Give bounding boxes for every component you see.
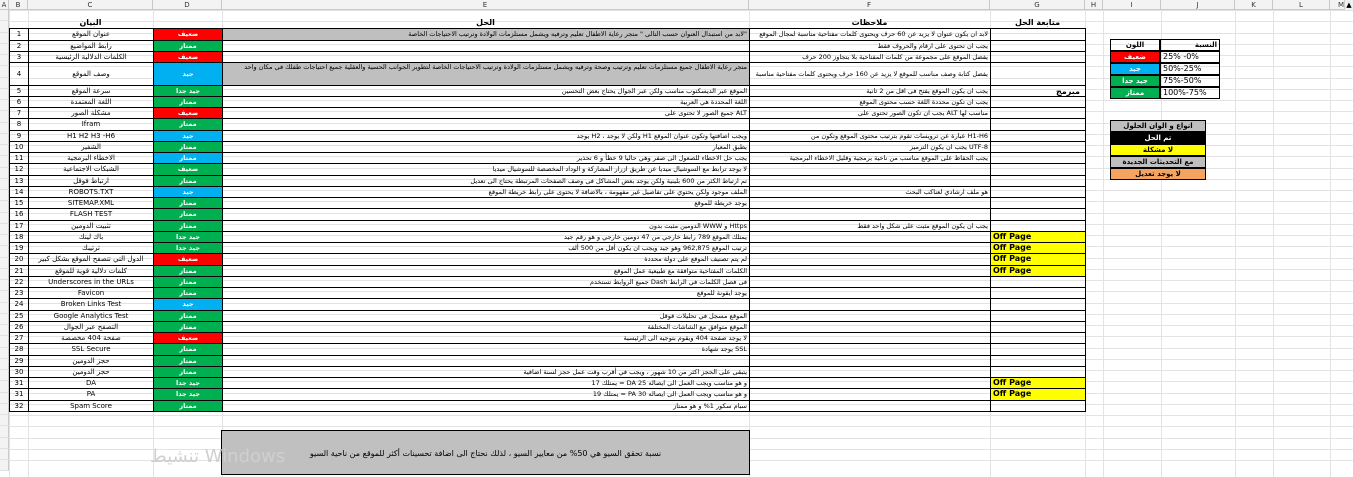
rating-cell[interactable]: ضعيف xyxy=(153,253,223,265)
column-header-c[interactable]: C xyxy=(28,0,153,10)
notes-cell[interactable] xyxy=(749,400,991,412)
statement-cell[interactable]: الشفير xyxy=(28,141,154,153)
row-index-cell[interactable]: 22 xyxy=(9,276,29,288)
followup-cell[interactable]: Off Page xyxy=(990,253,1086,265)
solution-cell[interactable]: اللغة المحددة هي العربية xyxy=(222,96,750,108)
statement-cell[interactable]: Favicon xyxy=(28,287,154,299)
row-index-cell[interactable]: 18 xyxy=(9,231,29,243)
column-header-j[interactable]: J xyxy=(1161,0,1235,10)
solution-cell[interactable]: جميع الصور لا تحتوى على ALT xyxy=(222,107,750,119)
row-index-cell[interactable]: 19 xyxy=(9,242,29,254)
row-number[interactable] xyxy=(0,381,9,392)
row-index-cell[interactable]: 1 xyxy=(9,28,29,40)
solution-cell[interactable]: الملف موجود ولكن يحتوي على تفاصيل غير مفهومة ، بالاضافة لا يحتوى على رابط خريطة الموقع xyxy=(222,186,750,198)
rating-cell[interactable]: جيد جدا xyxy=(153,242,223,254)
row-index-cell[interactable]: 31 xyxy=(9,377,29,389)
statement-cell[interactable]: ارتباط فوقل xyxy=(28,175,154,187)
row-number[interactable] xyxy=(0,179,9,190)
row-index-cell[interactable]: 5 xyxy=(9,85,29,97)
statement-cell[interactable]: اللغة المعتمدة xyxy=(28,96,154,108)
row-number[interactable] xyxy=(0,123,9,134)
row-number[interactable] xyxy=(0,460,9,471)
column-header-d[interactable]: D xyxy=(153,0,222,10)
row-number[interactable] xyxy=(0,156,9,167)
row-number[interactable] xyxy=(0,21,9,32)
statement-cell[interactable]: مشكلة الصور xyxy=(28,107,154,119)
column-header-f[interactable]: F xyxy=(749,0,990,10)
notes-cell[interactable]: يجب ان يكون الموقع مثبت على شكل واحد فقط xyxy=(749,220,991,232)
rating-cell[interactable]: جيد جدا xyxy=(153,388,223,400)
rating-cell[interactable]: جيد جدا xyxy=(153,377,223,389)
row-number[interactable] xyxy=(0,246,9,257)
statement-cell[interactable]: عنوان الموقع xyxy=(28,28,154,40)
seo-summary-note[interactable]: نسبة تحقق السيو هي 50% من معايير السيو ، لذلك نحتاج الى اضافة تحسينات أكثر للموقع من ناحية السيو xyxy=(221,430,750,475)
column-header-m[interactable]: M xyxy=(1330,0,1353,10)
statement-cell[interactable]: الشبكات الاجتماعية xyxy=(28,163,154,175)
solution-cell[interactable]: يمتلك 17 = DA و هو مناسب ويجب العمل الى ايصاله 25 xyxy=(222,377,750,389)
row-number[interactable] xyxy=(0,303,9,314)
row-number[interactable] xyxy=(0,190,9,201)
solution-cell[interactable]: الدومين مثبت بدون WWW و Https xyxy=(222,220,750,232)
notes-cell[interactable]: يجب ان يكون الترميز UTF-8 xyxy=(749,141,991,153)
rating-cell[interactable]: ممتاز xyxy=(153,355,223,367)
row-index-cell[interactable]: 9 xyxy=(9,130,29,142)
rating-cell[interactable]: ممتاز xyxy=(153,265,223,277)
grid-line xyxy=(1103,10,1104,477)
notes-cell[interactable]: يجب ان يكون الموقع يفتح فى اقل من 2 ثانية xyxy=(749,85,991,97)
legend-color-swatch: ضعيف xyxy=(1110,51,1160,63)
solution-cell[interactable]: الموقع مسجل في تحليلات قوقل xyxy=(222,310,750,322)
row-number[interactable] xyxy=(0,438,9,449)
row-number[interactable] xyxy=(0,55,9,66)
rating-cell[interactable]: جيد جدا xyxy=(153,85,223,97)
rating-cell[interactable]: ضعيف xyxy=(153,51,223,63)
followup-cell[interactable]: Off Page xyxy=(990,231,1086,243)
statement-cell[interactable]: FLASH TEST xyxy=(28,208,154,220)
row-index-cell[interactable]: 2 xyxy=(9,40,29,52)
row-index-cell[interactable]: 7 xyxy=(9,107,29,119)
row-number[interactable] xyxy=(0,348,9,359)
rating-cell[interactable]: ضعيف xyxy=(153,163,223,175)
solution-cell[interactable]: لا يوجد صفحة 404 ويقوم بتوجيه الى الرئيسية xyxy=(222,332,750,344)
row-index-cell[interactable]: 31 xyxy=(9,388,29,400)
legend-color-swatch: جيد جدا xyxy=(1110,75,1160,87)
row-index-cell[interactable]: 17 xyxy=(9,220,29,232)
row-index-cell[interactable]: 29 xyxy=(9,355,29,367)
statement-cell[interactable]: كلمات دلالية قوية للموقع xyxy=(28,265,154,277)
notes-cell[interactable]: يفضل الموقع على مجموعة من كلمات المفتاحية بلا يتجاوز 200 حرف xyxy=(749,51,991,63)
row-index-cell[interactable]: 30 xyxy=(9,366,29,378)
row-number[interactable] xyxy=(0,235,9,246)
statement-cell[interactable]: حجز الدومين xyxy=(28,366,154,378)
header-notes: ملاحظات xyxy=(851,18,888,27)
legend-range: 25% -0% xyxy=(1160,51,1220,63)
grid-line xyxy=(9,10,1353,11)
solution-cell[interactable]: لابد من استبدال العنوان حسب التالى " متجر رعاية الاطفال تعليم وترفيه ويشمل مستلزمات الولادة وترتيب الاحتياجات الخاصة" xyxy=(222,28,750,40)
statement-cell[interactable]: DA xyxy=(28,377,154,389)
statement-cell[interactable]: الاخطاء البرمجية xyxy=(28,152,154,164)
row-number[interactable] xyxy=(0,269,9,280)
row-index-cell[interactable]: 26 xyxy=(9,321,29,333)
statement-cell[interactable]: Ifram xyxy=(28,118,154,130)
windows-activation-watermark: تنشيط Windows xyxy=(150,446,286,467)
row-number[interactable] xyxy=(0,325,9,336)
grid-line xyxy=(1330,10,1331,477)
rating-cell[interactable]: ممتاز xyxy=(153,220,223,232)
row-number[interactable] xyxy=(0,291,9,302)
row-index-cell[interactable]: 6 xyxy=(9,96,29,108)
solution-cell[interactable]: يمتلك 19 = PA و هو مناسب ويجب العمل الى ايصاله 30 xyxy=(222,388,750,400)
rating-cell[interactable]: ضعيف xyxy=(153,332,223,344)
column-header-h[interactable]: H xyxy=(1085,0,1103,10)
followup-cell[interactable]: Off Page xyxy=(990,388,1086,400)
row-number[interactable] xyxy=(0,449,9,460)
statement-cell[interactable]: PA xyxy=(28,388,154,400)
rating-cell[interactable]: ممتاز xyxy=(153,287,223,299)
row-number[interactable] xyxy=(0,426,9,437)
solution-type-swatch: لا مشكلة xyxy=(1110,144,1206,156)
rating-cell[interactable]: ممتاز xyxy=(153,343,223,355)
row-number[interactable] xyxy=(0,33,9,44)
solution-cell[interactable]: يطبق المعيار xyxy=(222,141,750,153)
followup-cell[interactable]: Off Page xyxy=(990,265,1086,277)
row-index-cell[interactable]: 28 xyxy=(9,343,29,355)
rating-cell[interactable]: ممتاز xyxy=(153,400,223,412)
statement-cell[interactable]: Spam Score xyxy=(28,400,154,412)
solution-cell[interactable]: متجر رعاية الاطفال جميع مستلزمات تعليم وترتيب وصحة وترفيه ويشمل مستلزمات الولادة وترتيب الاحتياجات الخاصة لتطوير الجوانب الحسية والعقلية جميع احتياجات طفلك فى مكان واحد xyxy=(222,62,750,86)
solution-cell[interactable]: لا يوجد ترابط مع السوشيال ميديا عن طريق ازرار المشاركة و الوداد المخصصة للسوشيال ميديا xyxy=(222,163,750,175)
row-index-cell[interactable]: 16 xyxy=(9,208,29,220)
rating-cell[interactable]: ممتاز xyxy=(153,197,223,209)
header-solution: الحل xyxy=(476,18,495,27)
scroll-up-arrow-icon[interactable]: ▲ xyxy=(1344,0,1353,10)
rating-cell[interactable]: ممتاز xyxy=(153,96,223,108)
row-number[interactable] xyxy=(0,145,9,156)
row-index-cell[interactable]: 23 xyxy=(9,287,29,299)
solution-cell[interactable]: يوجد H2 ، ولكن لا يوجد H1 ويجب اضافتها وتكون عنوان الموقع xyxy=(222,130,750,142)
statement-cell[interactable]: SSL Secure xyxy=(28,343,154,355)
rating-cell[interactable]: ضعيف xyxy=(153,107,223,119)
rating-cell[interactable]: ممتاز xyxy=(153,310,223,322)
row-number[interactable] xyxy=(0,258,9,269)
solution-cell[interactable]: يوجد خريطة للموقع xyxy=(222,197,750,209)
row-index-cell[interactable]: 3 xyxy=(9,51,29,63)
solution-cell[interactable]: يوجد شهادة SSL xyxy=(222,343,750,355)
rating-cell[interactable]: ممتاز xyxy=(153,366,223,378)
legend-title-color: اللون xyxy=(1110,39,1160,51)
notes-cell[interactable]: يجب ان تكون محددة اللغة حسب محتوى الموقع xyxy=(749,96,991,108)
column-header-l[interactable]: L xyxy=(1273,0,1330,10)
solution-cell[interactable]: يوجد ايقونة للموقع xyxy=(222,287,750,299)
row-number[interactable] xyxy=(0,370,9,381)
legend-title-ratio: النسبة xyxy=(1160,39,1220,51)
statement-cell[interactable]: H1 H2 H3 -H6 xyxy=(28,130,154,142)
solutions-title: انواع و الوان الحلول xyxy=(1110,120,1206,132)
statement-cell[interactable]: Broken Links Test xyxy=(28,298,154,310)
rating-cell[interactable]: جيد xyxy=(153,130,223,142)
solution-cell[interactable]: ترتيب الموقع 962,875 وهو جيد ويجب ان يكون أقل من 500 ألف xyxy=(222,242,750,254)
statement-cell[interactable]: SITEMAP.XML xyxy=(28,197,154,209)
row-index-cell[interactable]: 15 xyxy=(9,197,29,209)
statement-cell[interactable]: الدول التي تتصفح الموقع بشكل كبير xyxy=(28,253,154,265)
solution-cell[interactable]: الكلمات المفتاحية متوافقة مع طبيعية عمل الموقع xyxy=(222,265,750,277)
solution-cell[interactable]: الموقع متوافق مع الشاشات المختلفة xyxy=(222,321,750,333)
grid-line xyxy=(1273,10,1274,477)
statement-cell[interactable]: باك لينك xyxy=(28,231,154,243)
row-number[interactable] xyxy=(0,393,9,404)
solution-cell[interactable]: يجب حل الاخطاء للصعول الى صفر وهي حاليا 9 خطأ و 6 تحذير xyxy=(222,152,750,164)
row-index-cell[interactable]: 13 xyxy=(9,175,29,187)
solution-type-swatch: تم الحل xyxy=(1110,132,1206,144)
legend-color-swatch: جيد xyxy=(1110,63,1160,75)
row-index-cell[interactable]: 4 xyxy=(9,62,29,86)
row-number[interactable] xyxy=(0,213,9,224)
row-number[interactable] xyxy=(0,336,9,347)
rating-cell[interactable]: جيد xyxy=(153,298,223,310)
row-number[interactable] xyxy=(0,78,9,89)
solution-type-swatch: لا يوجد تعديل xyxy=(1110,168,1206,180)
row-number[interactable] xyxy=(0,404,9,415)
header-statement: البيان xyxy=(79,18,102,27)
row-number[interactable] xyxy=(0,89,9,100)
notes-cell[interactable]: يفضل كتابة وصف مناسب للموقع لا يزيد عن 160 حرف ويحتوى كلمات مفتاحية مناسبة xyxy=(749,62,991,86)
column-header-b[interactable]: B xyxy=(9,0,28,10)
statement-cell[interactable]: تثبيت الدومين xyxy=(28,220,154,232)
rating-cell[interactable]: ممتاز xyxy=(153,321,223,333)
legend-range: 50%-25% xyxy=(1160,63,1220,75)
row-number[interactable] xyxy=(0,168,9,179)
rating-cell[interactable]: ممتاز xyxy=(153,208,223,220)
followup-cell[interactable] xyxy=(990,400,1086,412)
row-index-cell[interactable]: 11 xyxy=(9,152,29,164)
notes-cell[interactable]: يجب ان تكون الصور تحتوى على ALT مناسب لها xyxy=(749,107,991,119)
column-header-k[interactable]: K xyxy=(1235,0,1273,10)
row-index-cell[interactable]: 32 xyxy=(9,400,29,412)
rating-cell[interactable]: ممتاز xyxy=(153,175,223,187)
statement-cell[interactable]: ROBOTS.TXT xyxy=(28,186,154,198)
solution-cell[interactable]: تم ارتباط الكثر من 600 بلينية ولكن يوجد بعض المشاكل فى وصف الصفحات المرتبطة يحتاج الى تعديل xyxy=(222,175,750,187)
notes-cell[interactable]: هو ملف ارشادي لعناكب البحث xyxy=(749,186,991,198)
row-index-cell[interactable]: 10 xyxy=(9,141,29,153)
grid-line xyxy=(1235,10,1236,477)
header-followup: متابعة الحل xyxy=(1014,18,1061,27)
followup-cell[interactable]: Off Page xyxy=(990,242,1086,254)
row-number[interactable] xyxy=(0,201,9,212)
row-index-cell[interactable]: 27 xyxy=(9,332,29,344)
rating-cell[interactable]: ضعيف xyxy=(153,28,223,40)
row-number[interactable] xyxy=(0,10,9,21)
notes-cell[interactable]: يجب الحفاظ على الموقع مناسب من ناحية برمجية وقليل الاخطاء البرمجية xyxy=(749,152,991,164)
row-number[interactable] xyxy=(0,111,9,122)
grid-line xyxy=(9,426,1353,427)
notes-cell[interactable]: يجب ان تحتوى على ارقام والحروف فقط xyxy=(749,40,991,52)
solution-cell[interactable]: لم يتم تصنيف الموقع على دولة محددة xyxy=(222,253,750,265)
solution-cell[interactable]: يتبقى على الحجز اكثر من 10 شهور ، ويجب في أقرب وقت عمل حجز لسنة اضافية xyxy=(222,366,750,378)
row-number[interactable] xyxy=(0,66,9,77)
row-number[interactable] xyxy=(0,314,9,325)
statement-cell[interactable]: Underscores in the URLs xyxy=(28,276,154,288)
statement-cell[interactable]: التصفح عبر الجوال xyxy=(28,321,154,333)
statement-cell[interactable]: صفحة 404 مخصصة xyxy=(28,332,154,344)
followup-cell[interactable]: مبرمج xyxy=(990,85,1086,97)
legend-color-swatch: ممتاز xyxy=(1110,87,1160,99)
row-number[interactable] xyxy=(0,100,9,111)
rating-cell[interactable]: ممتاز xyxy=(153,118,223,130)
row-index-cell[interactable]: 25 xyxy=(9,310,29,322)
statement-cell[interactable]: حجز الدومين xyxy=(28,355,154,367)
rating-cell[interactable]: ممتاز xyxy=(153,141,223,153)
rating-cell[interactable]: ممتاز xyxy=(153,40,223,52)
rating-cell[interactable]: جيد xyxy=(153,62,223,86)
followup-cell[interactable] xyxy=(990,62,1086,86)
rating-cell[interactable]: جيد جدا xyxy=(153,231,223,243)
column-header-e[interactable]: E xyxy=(222,0,749,10)
row-number[interactable] xyxy=(0,415,9,426)
solution-cell[interactable]: يمتلك الموقع 789 رابط خارجي من 47 دومين خارجي و هو رقم جيد xyxy=(222,231,750,243)
column-header-a[interactable]: A xyxy=(0,0,9,10)
rating-cell[interactable]: جيد xyxy=(153,186,223,198)
row-number[interactable] xyxy=(0,280,9,291)
rating-cell[interactable]: ممتاز xyxy=(153,276,223,288)
statement-cell[interactable]: ترتيبك xyxy=(28,242,154,254)
statement-cell[interactable]: وصف الموقع xyxy=(28,62,154,86)
row-index-cell[interactable]: 14 xyxy=(9,186,29,198)
row-index-cell[interactable]: 20 xyxy=(9,253,29,265)
notes-cell[interactable]: لابد ان يكون عنوان لا يزيد عن 60 حرف ويحتوى كلمات مفتاحية مناسبة لمجال الموقع xyxy=(749,28,991,40)
followup-cell[interactable]: Off Page xyxy=(990,377,1086,389)
solution-cell[interactable]: جميع الروابط تستخدم Dash فى فصل الكلمات في الرابط xyxy=(222,276,750,288)
row-index-cell[interactable]: 24 xyxy=(9,298,29,310)
legend-range: 75%-50% xyxy=(1160,75,1220,87)
solution-cell[interactable]: الموقع عبر الديسكتوب مناسب ولكن عبر الجوال يحتاج بعض التحسين xyxy=(222,85,750,97)
notes-cell[interactable]: عبارة عن ترويسات تقوم بترتيب محتوى الموقع وتكون من H1-H6 xyxy=(749,130,991,142)
row-index-cell[interactable]: 8 xyxy=(9,118,29,130)
row-index-cell[interactable]: 21 xyxy=(9,265,29,277)
row-number[interactable] xyxy=(0,44,9,55)
statement-cell[interactable]: رابط المواضيع xyxy=(28,40,154,52)
column-header-i[interactable]: I xyxy=(1103,0,1161,10)
row-number[interactable] xyxy=(0,359,9,370)
row-number[interactable] xyxy=(0,134,9,145)
statement-cell[interactable]: Google Analytics Test xyxy=(28,310,154,322)
row-index-cell[interactable]: 12 xyxy=(9,163,29,175)
grid-line xyxy=(9,415,1353,416)
statement-cell[interactable]: الكلمات الدلالية الرئيسية xyxy=(28,51,154,63)
row-number[interactable] xyxy=(0,224,9,235)
legend-range: 100%-75% xyxy=(1160,87,1220,99)
solution-type-swatch: مع التحديثات الجديدة xyxy=(1110,156,1206,168)
solution-cell[interactable]: سبام سكور 1% و هو ممتاز xyxy=(222,400,750,412)
statement-cell[interactable]: سرعة الموقع xyxy=(28,85,154,97)
rating-cell[interactable]: ممتاز xyxy=(153,152,223,164)
column-header-g[interactable]: G xyxy=(990,0,1085,10)
